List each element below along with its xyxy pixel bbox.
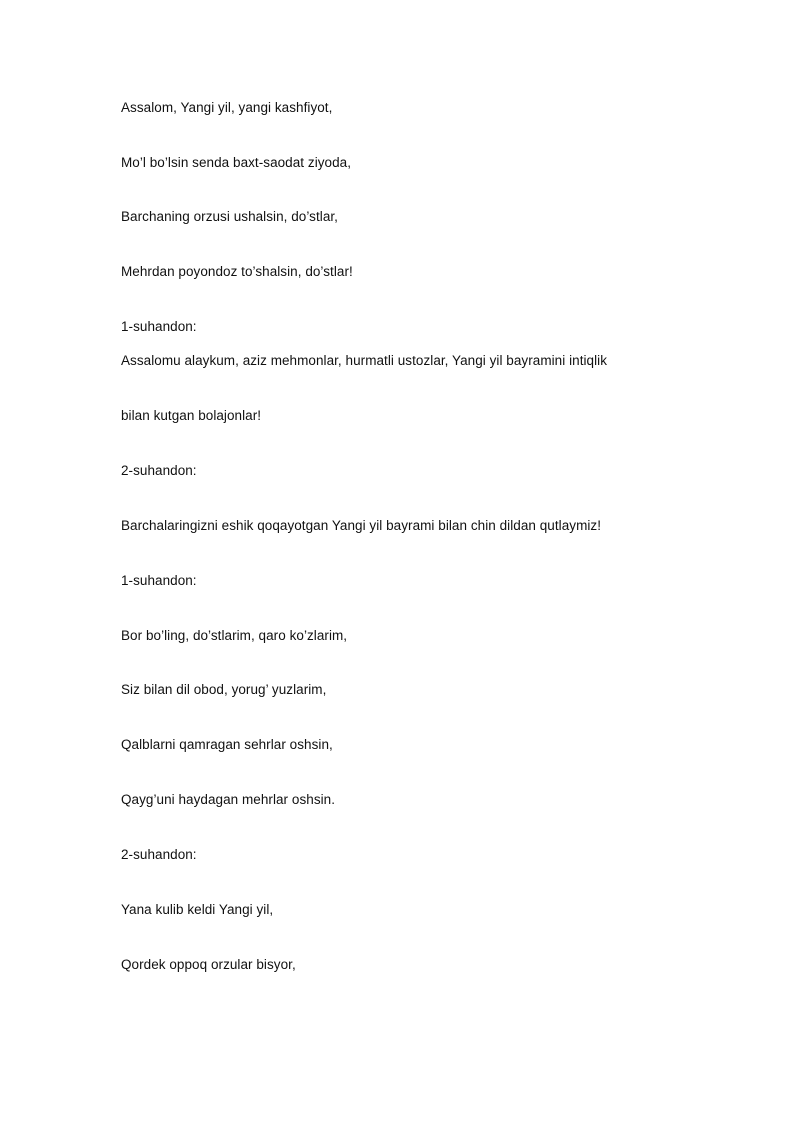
speaker-label: 1-suhandon: xyxy=(121,573,197,588)
speaker-label: 2-suhandon: xyxy=(121,847,197,862)
text-line: Mo’l bo’lsin senda baxt-saodat ziyoda, xyxy=(121,155,352,170)
text-line: Assalom, Yangi yil, yangi kashfiyot, xyxy=(121,100,333,115)
speaker-label: 2-suhandon: xyxy=(121,463,197,478)
text-line: Assalomu alaykum, aziz mehmonlar, hurmatli ustozlar, Yangi yil bayramini intiqlik xyxy=(121,353,607,368)
text-line: Yana kulib keldi Yangi yil, xyxy=(121,902,274,917)
text-line: Siz bilan dil obod, yorug’ yuzlarim, xyxy=(121,682,327,697)
text-line: Bor bo’ling, do’stlarim, qaro ko’zlarim, xyxy=(121,628,348,643)
text-line: Qordek oppoq orzular bisyor, xyxy=(121,957,296,972)
text-line: bilan kutgan bolajonlar! xyxy=(121,408,262,423)
text-line: Mehrdan poyondoz to’shalsin, do’stlar! xyxy=(121,264,353,279)
text-line: Qayg’uni haydagan mehrlar oshsin. xyxy=(121,792,336,807)
text-line: Barchalaringizni eshik qoqayotgan Yangi yil bayrami bilan chin dildan qutlaymiz! xyxy=(121,518,602,533)
text-line: Qalblarni qamragan sehrlar oshsin, xyxy=(121,737,333,752)
speaker-label: 1-suhandon: xyxy=(121,319,197,334)
text-line: Barchaning orzusi ushalsin, do’stlar, xyxy=(121,209,338,224)
